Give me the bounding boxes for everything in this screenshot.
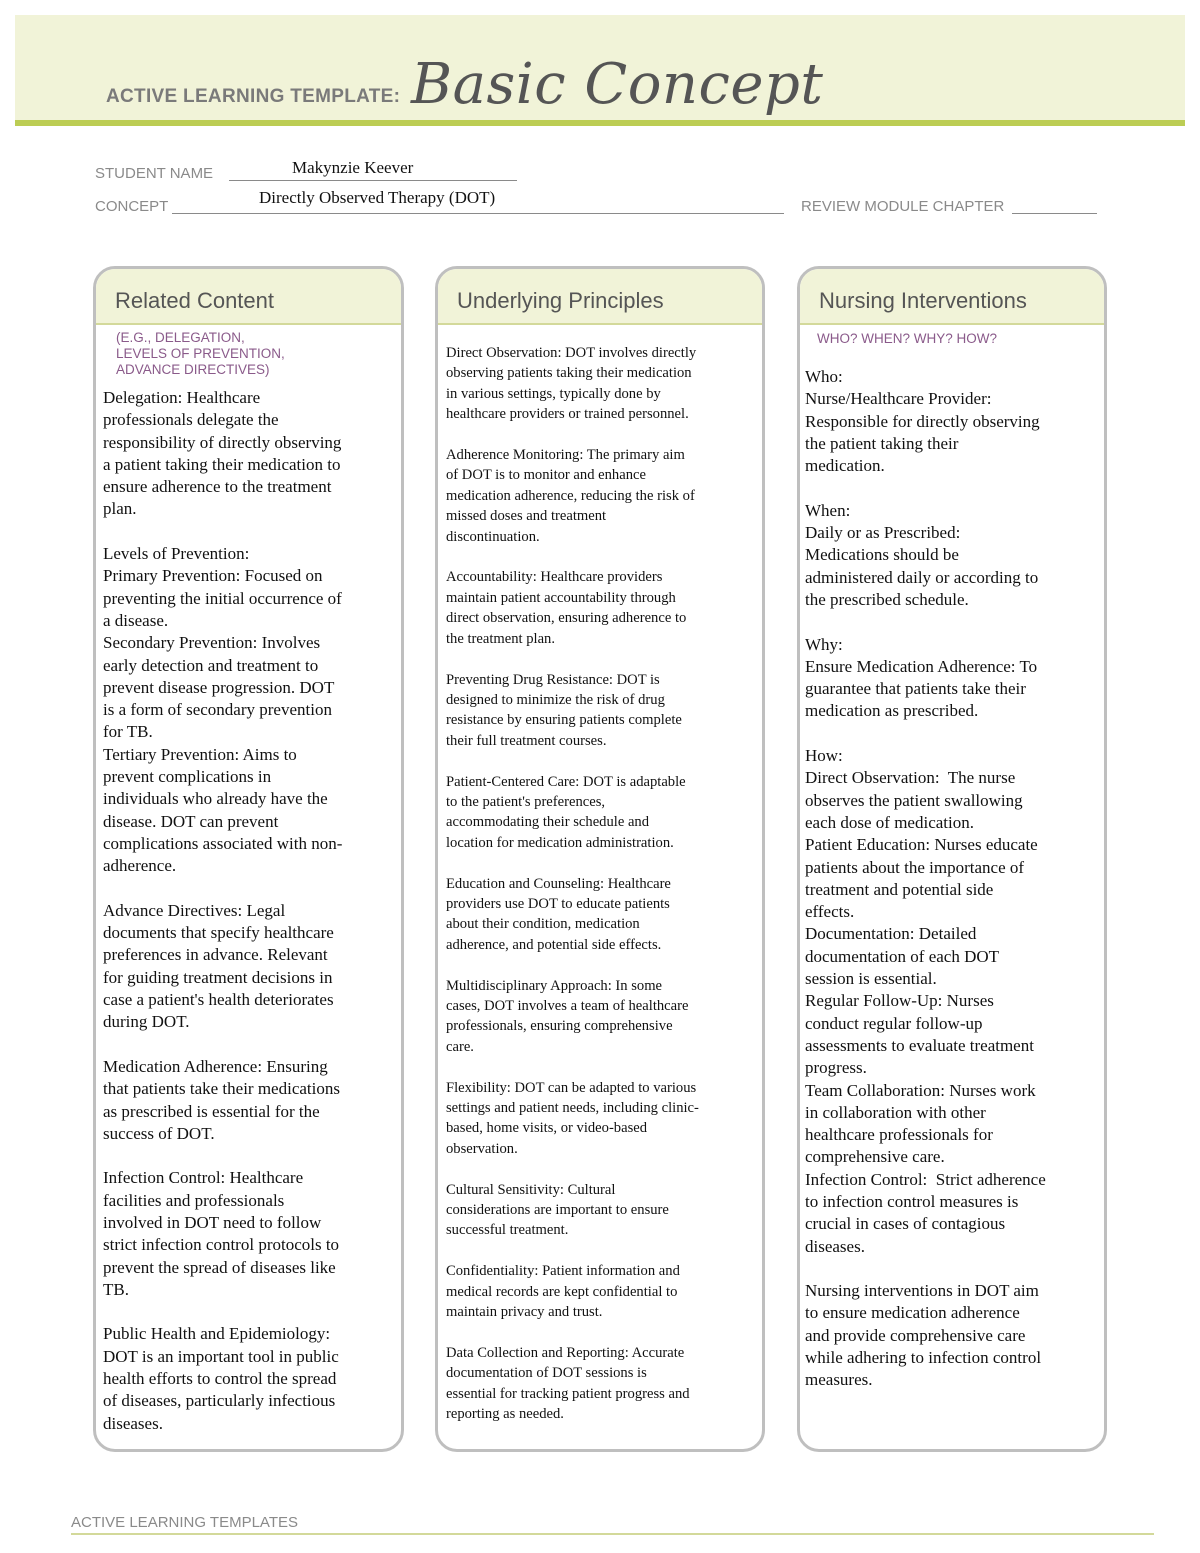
panel-header (96, 269, 401, 325)
underlying-principles-text[interactable]: Direct Observation: DOT involves directly observing patients taking their medication in various settings, typically done by healthcare providers or trained personnel. Adherence Monitoring: The primary aim of DOT is to monitor and enhance medication adherence, reducing the risk of missed doses and treatment discontinuation. Accountability: Healthcare providers maintain patient accountability through direct observation, ensuring adherence to the treatment plan. Preventing Drug Resistance: DOT is designed to minimize the risk of drug resistance by ensuring patients complete their full treatment courses. Patient-Centered Care: DOT is adaptable to the patient's preferences, accommodating their schedule and location for medication administration. Education and Counseling: Healthcare providers use DOT to educate patients about their condition, medication adherence, and potential side effects. Multidisciplinary Approach: In some cases, DOT involves a team of healthcare professionals, ensuring comprehensive care. Flexibility: DOT can be adapted to various settings and patient needs, including clinic- based, home visits, or video-based observation. Cultural Sensitivity: Cultural considerations are important to ensure successful treatment. Confidentiality: Patient information and medical records are kept confidential to maintain privacy and trust. Data Collection and Reporting: Accurate documentation of DOT sessions is essential for tracking patient progress and reporting as needed. (446, 345, 699, 1423)
related-content-text[interactable]: Delegation: Healthcare professionals delegate the responsibility of directly observing a patient taking their medication to ensure adherence to the treatment plan. Levels of Prevention: Primary Prevention: Focused on preventing the initial occurrence of a disease. Secondary Prevention: Involves early detection and treatment to prevent disease progression. DOT is a form of secondary prevention for TB. Tertiary Prevention: Aims to prevent complications in individuals who already have the disease. DOT can prevent complications associated with non- adherence. Advance Directives: Legal documents that specify healthcare preferences in advance. Relevant for guiding treatment decisions in case a patient's health deteriorates during DOT. Medication Adherence: Ensuring that patients take their medications as prescribed is essential for the success of DOT. Infection Control: Healthcare facilities and professionals involved in DOT need to follow strict infection control protocols to prevent the spread of diseases like TB. Public Health and Epidemiology: DOT is an important tool in public health efforts to control the spread of diseases, particularly infectious diseases. (103, 388, 343, 1433)
header-divider (15, 120, 1185, 126)
review-module-label: REVIEW MODULE CHAPTER (801, 198, 1005, 215)
review-module-line (1012, 197, 1097, 214)
panel-subtitle: WHO? WHEN? WHY? HOW? (817, 331, 998, 346)
concept-field[interactable]: Directly Observed Therapy (DOT) (259, 188, 496, 207)
panel-header (438, 269, 762, 325)
nursing-interventions-text[interactable]: Who: Nurse/Healthcare Provider: Responsible for directly observing the patient taking their medication. When: Daily or as Prescribed: Medications should be administered daily or according to the prescribed schedule. Why: Ensure Medication Adherence: To guarantee that patients take their medication as prescribed. How: Direct Observation: The nurse observes the patient swallowing each dose of medication. Patient Education: Nurses educate patients about the importance of treatment and potential side effects. Documentation: Detailed documentation of each DOT session is essential. Regular Follow-Up: Nurses conduct regular follow-up assessments to evaluate treatment progress. Team Collaboration: Nurses work in collaboration with other healthcare professionals for comprehensive care. Infection Control: Strict adherence to infection control measures is crucial in cases of contagious diseases. Nursing interventions in DOT aim to ensure medication adherence and provide comprehensive care while adhering to infection control measures. (805, 367, 1046, 1390)
template-title: Basic Concept (411, 52, 824, 117)
student-name-label: STUDENT NAME (95, 165, 214, 182)
student-name-field[interactable]: Makynzie Keever (292, 158, 414, 177)
footer-divider (71, 1533, 1154, 1535)
panel-title: Nursing Interventions (819, 288, 1027, 313)
panel-title: Underlying Principles (457, 288, 664, 313)
related-content-panel (93, 266, 404, 1452)
concept-label: CONCEPT (95, 198, 169, 215)
template-label: ACTIVE LEARNING TEMPLATE: (106, 86, 401, 107)
underlying-principles-panel (435, 266, 765, 1452)
panel-subtitle: (E.G., DELEGATION, LEVELS OF PREVENTION, ADVANCE DIRECTIVES) (116, 330, 285, 377)
panel-title: Related Content (115, 288, 274, 313)
footer-label: ACTIVE LEARNING TEMPLATES (71, 1514, 298, 1531)
panel-header (800, 269, 1104, 325)
nursing-interventions-panel (797, 266, 1107, 1452)
